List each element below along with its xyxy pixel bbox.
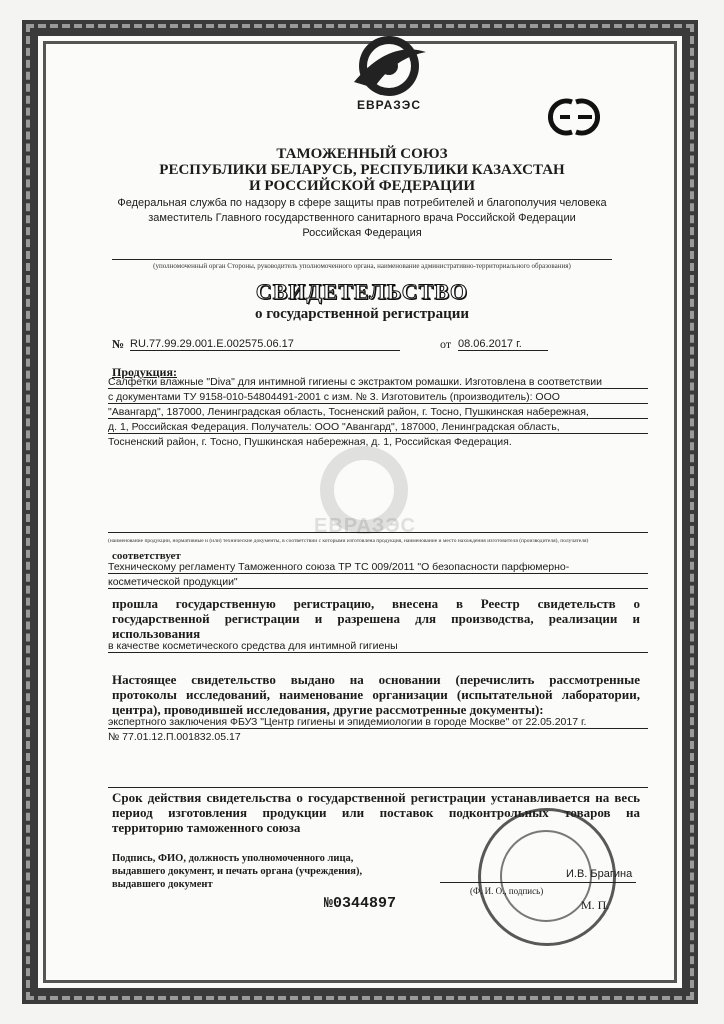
basis-line2: протоколы исследований, наименование организации (испытательной лаборатории,: [112, 687, 640, 702]
validity-line2: период изготовления продукции или поставок подконтрольных товаров на: [112, 805, 640, 820]
watermark-text: ЕВРАЗЭС: [313, 515, 416, 537]
basis-doc1: экспертного заключения ФБУЗ "Центр гигиены и эпидемиологии в городе Москве" от 22.05.2017 г.: [108, 716, 648, 729]
header-line1: ТАМОЖЕННЫЙ СОЮЗ: [276, 146, 448, 162]
registration-date: 08.06.2017 г.: [458, 338, 548, 351]
product-label: Продукция:: [112, 365, 177, 379]
certificate-subtitle: о государственной регистрации: [254, 306, 470, 322]
product-line2: с документами ТУ 9158-010-54804491-2001 с изм. № 3. Изготовитель (производитель): ООО: [108, 391, 648, 404]
date-label: от: [440, 337, 452, 351]
conformity-line1: Техническому регламенту Таможенного союза ТР ТС 009/2011 "О безопасности парфюмерно-: [108, 561, 648, 574]
basis-line3: центра), проводившей исследования, другие рассмотренные документы):: [112, 702, 544, 717]
agency-caption: (уполномоченный орган Стороны, руководитель уполномоченного органа, наименование административно-территориального образования): [153, 262, 571, 270]
logo-text: ЕВРАЗЭС: [356, 98, 421, 112]
conformity-label: соответствует: [112, 550, 181, 562]
signature-line1: Подпись, ФИО, должность уполномоченного лица,: [112, 853, 354, 864]
registered-line2: государственной регистрации и разрешена для производства, реализации и: [112, 611, 640, 626]
signatory-name: И.В. Брагина: [566, 868, 633, 880]
product-line1: Салфетки влажные "Diva" для интимной гигиены с экстрактом ромашки. Изготовлена в соответствии: [108, 376, 648, 389]
conformity-line2: косметической продукции": [108, 576, 648, 589]
signature-line3: выдавшего документ: [112, 879, 213, 890]
signature-line2: выдавшего документ, и печать органа (учреждения),: [112, 866, 363, 877]
conformity-mark-icon: [548, 96, 600, 138]
certificate-title: СВИДЕТЕЛЬСТВО: [255, 279, 469, 304]
header-line2: РЕСПУБЛИКИ БЕЛАРУСЬ, РЕСПУБЛИКИ КАЗАХСТАН: [159, 162, 565, 178]
registered-line1: прошла государственную регистрацию, внесена в Реестр свидетельств о: [112, 596, 640, 611]
number-label: №: [112, 337, 125, 351]
validity-line3: территорию таможенного союза: [112, 820, 301, 835]
product-line3: "Авангард", 187000, Ленинградская область, Тосненский район, г. Тосно, Пушкинская набережная,: [108, 406, 648, 419]
validity-line1: Срок действия свидетельства о государственной регистрации устанавливается на весь: [112, 790, 640, 805]
signature-line: [440, 882, 636, 883]
serial-number: №0344897: [324, 895, 397, 912]
usage-text: в качестве косметического средства для интимной гигиены: [108, 640, 648, 653]
product-line5: Тосненский район, г. Тосно, Пушкинская набережная, д. 1, Российская Федерация.: [108, 436, 648, 533]
product-caption: (наименование продукции, нормативные и (или) технические документы, в соответствии с которыми изготовлена продукция, наименование и место нахождения изготовителя (производителя), получателя): [108, 538, 589, 544]
agency-line3: Российская Федерация: [112, 227, 612, 260]
basis-line1: Настоящее свидетельство выдано на основании (перечислить рассмотренные: [112, 672, 640, 687]
agency-line2: заместитель Главного государственного санитарного врача Российской Федерации: [148, 212, 576, 224]
header-line3: И РОССИЙСКОЙ ФЕДЕРАЦИИ: [248, 178, 476, 194]
evrazes-emblem-icon: [334, 30, 444, 100]
agency-line1: Федеральная служба по надзору в сфере защиты прав потребителей и благополучия человека: [117, 197, 607, 209]
mp-label: М. П.: [581, 898, 610, 912]
product-line4: д. 1, Российская Федерация. Получатель: ООО "Авангард", 187000, Ленинградская область,: [108, 421, 648, 434]
basis-doc2: № 77.01.12.П.001832.05.17: [108, 731, 648, 788]
fio-caption: (Ф. И. О., подпись): [470, 886, 544, 896]
registered-line3: использования: [112, 626, 201, 641]
registration-number: RU.77.99.29.001.Е.002575.06.17: [130, 338, 400, 351]
